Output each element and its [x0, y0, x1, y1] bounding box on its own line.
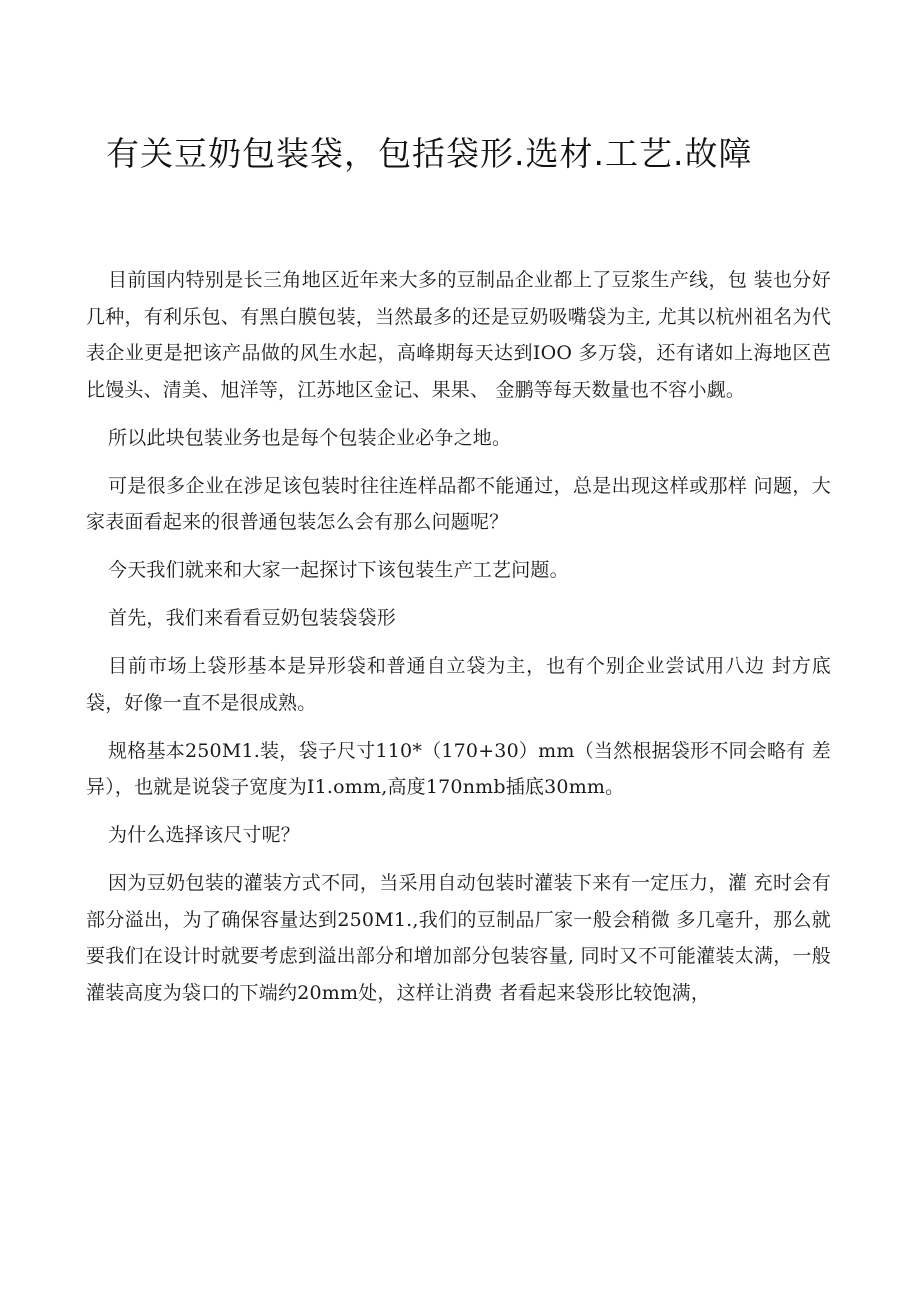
document-body	[86, 262, 831, 1023]
document-title: 有关豆奶包装袋，包括袋形.选材.工艺.故障	[106, 134, 753, 173]
paragraph: 目前国内特别是长三角地区近年来大多的豆制品企业都上了豆浆生产线，包 装也分好几种，有利乐包、有黑白膜包装，当然最多的还是豆奶吸嘴袋为主, 尤其以杭州祖名为代表企业更是把该产品做的风生水起，高峰期每天达到IOO 多万袋，还有诸如上海地区芭比馒头、清美、旭洋等，江苏地区金记、果果、 金鹏等每天数量也不容小觑。	[86, 269, 831, 401]
paragraph: 规格基本250M1.装，袋子尺寸110*（170+30）mm（当然根据袋形不同会略有 差异），也就是说袋子宽度为I1.omm,高度170nmb插底30mm。	[86, 739, 831, 798]
paragraph: 目前市场上袋形基本是异形袋和普通自立袋为主，也有个别企业尝试用八边 封方底袋，好像一直不是很成熟。	[86, 655, 831, 714]
paragraph: 因为豆奶包装的灌装方式不同，当采用自动包装时灌装下来有一定压力，灌 充时会有部分溢出，为了确保容量达到250M1.,我们的豆制品厂家一般会稍微 多几毫升，那么就要我们在设计时就要考虑到溢出部分和增加部分包装容量, 同时又不可能灌装太满，一般灌装高度为袋口的下端约20mm处，这样让消费 者看起来袋形比较饱满，	[86, 872, 831, 1004]
paragraph: 可是很多企业在涉足该包装时往往连样品都不能通过，总是出现这样或那样 问题，大家表面看起来的很普通包装怎么会有那么问题呢？	[86, 474, 831, 533]
paragraph: 为什么选择该尺寸呢？	[108, 824, 301, 846]
paragraph: 所以此块包装业务也是每个包装企业必争之地。	[108, 426, 512, 449]
paragraph: 首先，我们来看看豆奶包装袋袋形	[108, 607, 397, 629]
paragraph: 今天我们就来和大家一起探讨下该包装生产工艺问题。	[108, 559, 569, 581]
